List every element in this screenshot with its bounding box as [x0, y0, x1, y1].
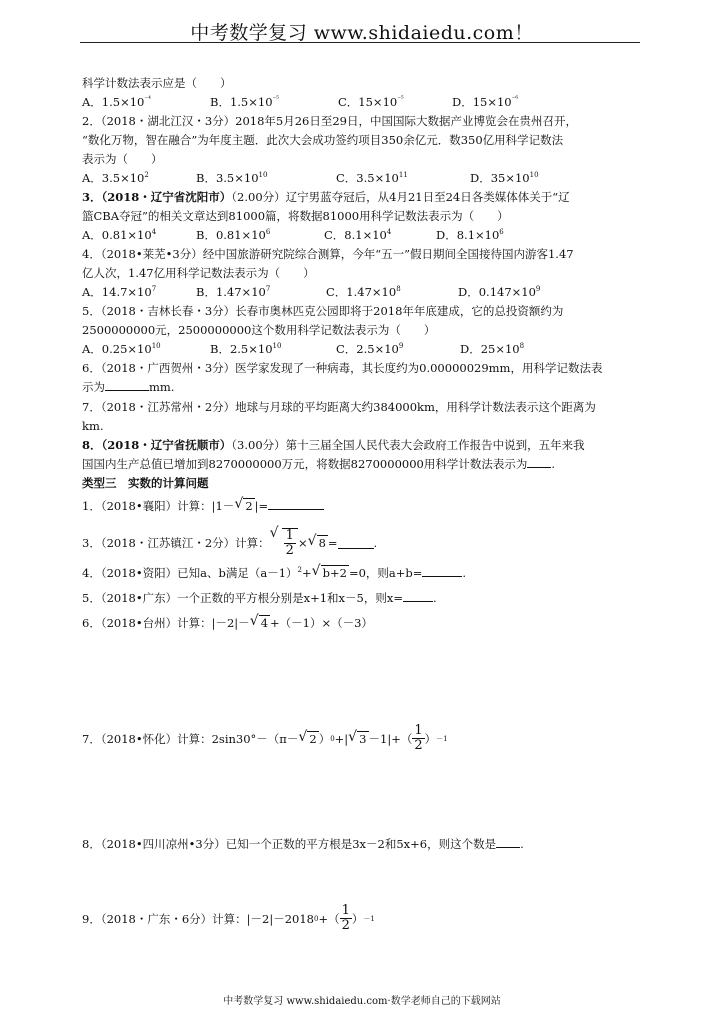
q8-answer-blank[interactable]: [527, 457, 551, 468]
q8-line2: 国国内生产总值已增加到8270000000万元，将数据8270000000用科学计数法表示为 .: [82, 457, 555, 471]
q2-line3: 表示为（ ）: [82, 152, 163, 166]
q8-line1: 8．（2018・辽宁省抚顺市）（3.00分）第十三届全国人民代表大会政府工作报告中说到，五年来我: [82, 438, 585, 452]
q2-option-c: C．$3.5\times 10^{11}$: [336, 171, 408, 185]
q6-line2: 示为 mm.: [82, 380, 175, 394]
calc-7: 7．（2018•怀化）计算：2sin30°－（π－ √ 2 ） 0 +| √ 3 －1|+（ $\frac{1}{2}$ ） －1: [82, 724, 448, 753]
calc-4-answer-blank[interactable]: [422, 566, 462, 577]
q1-option-d: D．$15\times 10^{^{-6}}$: [452, 95, 519, 109]
calc-4: 4．（2018•资阳）已知a、b满足$(a-1)^2+√$ b+2 =0，则a+b= .: [82, 566, 466, 580]
calc-8: 8．（2018•四川凉州•3分）已知一个正数的平方根是3x－2和5x+6，则这个数是 .: [82, 837, 524, 851]
calc-5: 5．（2018•广东）一个正数的平方根分别是x+1和x－5，则x= .: [82, 591, 437, 605]
q5-line2: 2500000000元，2500000000这个数用科学记数法表示为（ ）: [82, 323, 436, 337]
q7-line2: km.: [82, 419, 104, 433]
calc-3: 3．（2018・江苏镇江・2分）计算： √ $\frac{1}{2}$ × √ 8 = .: [82, 528, 377, 558]
q2-option-a: A．$3.5\times 10^2$: [82, 171, 149, 185]
q4-option-c: C．$1.47\times 10^8$: [326, 285, 401, 299]
sqrt-sign: √ 2: [234, 499, 254, 513]
q5-option-c: C．$2.5\times 10^9$: [336, 342, 404, 356]
q3-line1: 3．（2018・辽宁省沈阳市）（2.00分）辽宁男蓝夺冠后，从4月21日至24日各类媒体体关于“辽: [82, 190, 570, 204]
sqrt-sign: √ 8: [308, 536, 328, 550]
sqrt-fraction: √ $\frac{1}{2}$: [270, 528, 298, 558]
page-footer: 中考数学复习 www.shidaiedu.com·数学老师自己的下载网站: [223, 996, 501, 1007]
q4-option-a: A．$14.7\times 10^7$: [82, 285, 157, 299]
q5-option-a: A．$0.25\times 10^{10}$: [82, 342, 161, 356]
q1-option-c: C．$15\times 10^{^{-5}}$: [338, 95, 404, 109]
calc-1: 1．（2018•襄阳）计算：|1－√ 2 |=: [82, 499, 324, 513]
q2-option-d: D．$35\times 10^{10}$: [470, 171, 539, 185]
q5-option-b: B．$2.5\times 10^{10}$: [210, 342, 282, 356]
sqrt-sign: √ b+2: [312, 566, 349, 580]
q1-stem: 科学计数法表示应是（ ）: [82, 76, 232, 90]
q5-line1: 5．（2018・吉林长春・3分）长春市奥林匹克公园即将于2018年年底建成，它的总投资额约为: [82, 304, 564, 318]
q6-answer-blank[interactable]: [105, 380, 149, 391]
q2-line2: “数化万物，智在融合”为年度主题．此次大会成功签约项目350余亿元．数350亿用科学记数法: [82, 133, 564, 147]
q2-line1: 2．（2018・湖北江汉・3分）2018年5月26日至29日，中国国际大数据产业博览会在贵州召开，: [82, 114, 577, 128]
section-title: 类型三 实数的计算问题: [82, 476, 209, 490]
calc-6: 6．（2018•台州）计算：|－2|－√ 4 +（－1）×（－3）: [82, 616, 373, 630]
q3-option-c: C．$8.1\times 10^4$: [324, 228, 392, 242]
q3-option-d: D．$8.1\times 10^6$: [436, 228, 504, 242]
q4-option-b: B．$1.47\times 10^7$: [196, 285, 271, 299]
header-rule: [80, 42, 640, 43]
sqrt-sign: √ 4: [250, 616, 270, 630]
calc-3-answer-blank[interactable]: [338, 538, 374, 549]
q4-line2: 亿人次，1.47亿用科学记数法表示为（ ）: [82, 266, 315, 280]
q3-line2: 篮CBA夺冠”的相关文章达到81000篇，将数据81000用科学记数法表示为（ ）: [82, 209, 509, 223]
q5-option-d: D．$25\times 10^8$: [460, 342, 525, 356]
calc-1-answer-blank[interactable]: [268, 499, 324, 510]
q1-option-a: A．$1.5\times 10^{^{-4}}$: [82, 95, 151, 109]
q4-option-d: D．$0.147\times 10^9$: [458, 285, 541, 299]
page-header: 中考数学复习 www.shidaiedu.com！: [190, 22, 534, 44]
q6-line1: 6．（2018・广西贺州・3分）医学家发现了一种病毒，其长度约为0.00000029mm，用科学记数法表: [82, 361, 603, 375]
sqrt-sign: √ 2: [298, 732, 318, 746]
sqrt-sign: √ 3: [348, 732, 368, 746]
calc-8-answer-blank[interactable]: [496, 837, 520, 848]
calc-9: 9．（2018・广东・6分）计算：|－2|－2018 0 +（ $\frac{1}{2}$ ） －1: [82, 903, 375, 933]
q1-option-b: B．$1.5\times 10^{^{-5}}$: [210, 95, 280, 109]
q3-option-a: A．$0.81\times 10^4$: [82, 228, 157, 242]
q2-option-b: B．$3.5\times 10^{10}$: [196, 171, 268, 185]
q4-line1: 4．（2018•莱芜•3分）经中国旅游研究院综合测算，今年“五一”假日期间全国接待国内游客1.47: [82, 247, 574, 261]
q7-line1: 7．（2018・江苏常州・2分）地球与月球的平均距离大约384000km，用科学计数法表示这个距离为: [82, 400, 596, 414]
calc-5-answer-blank[interactable]: [403, 591, 433, 602]
q3-option-b: B．$0.81\times 10^6$: [196, 228, 271, 242]
